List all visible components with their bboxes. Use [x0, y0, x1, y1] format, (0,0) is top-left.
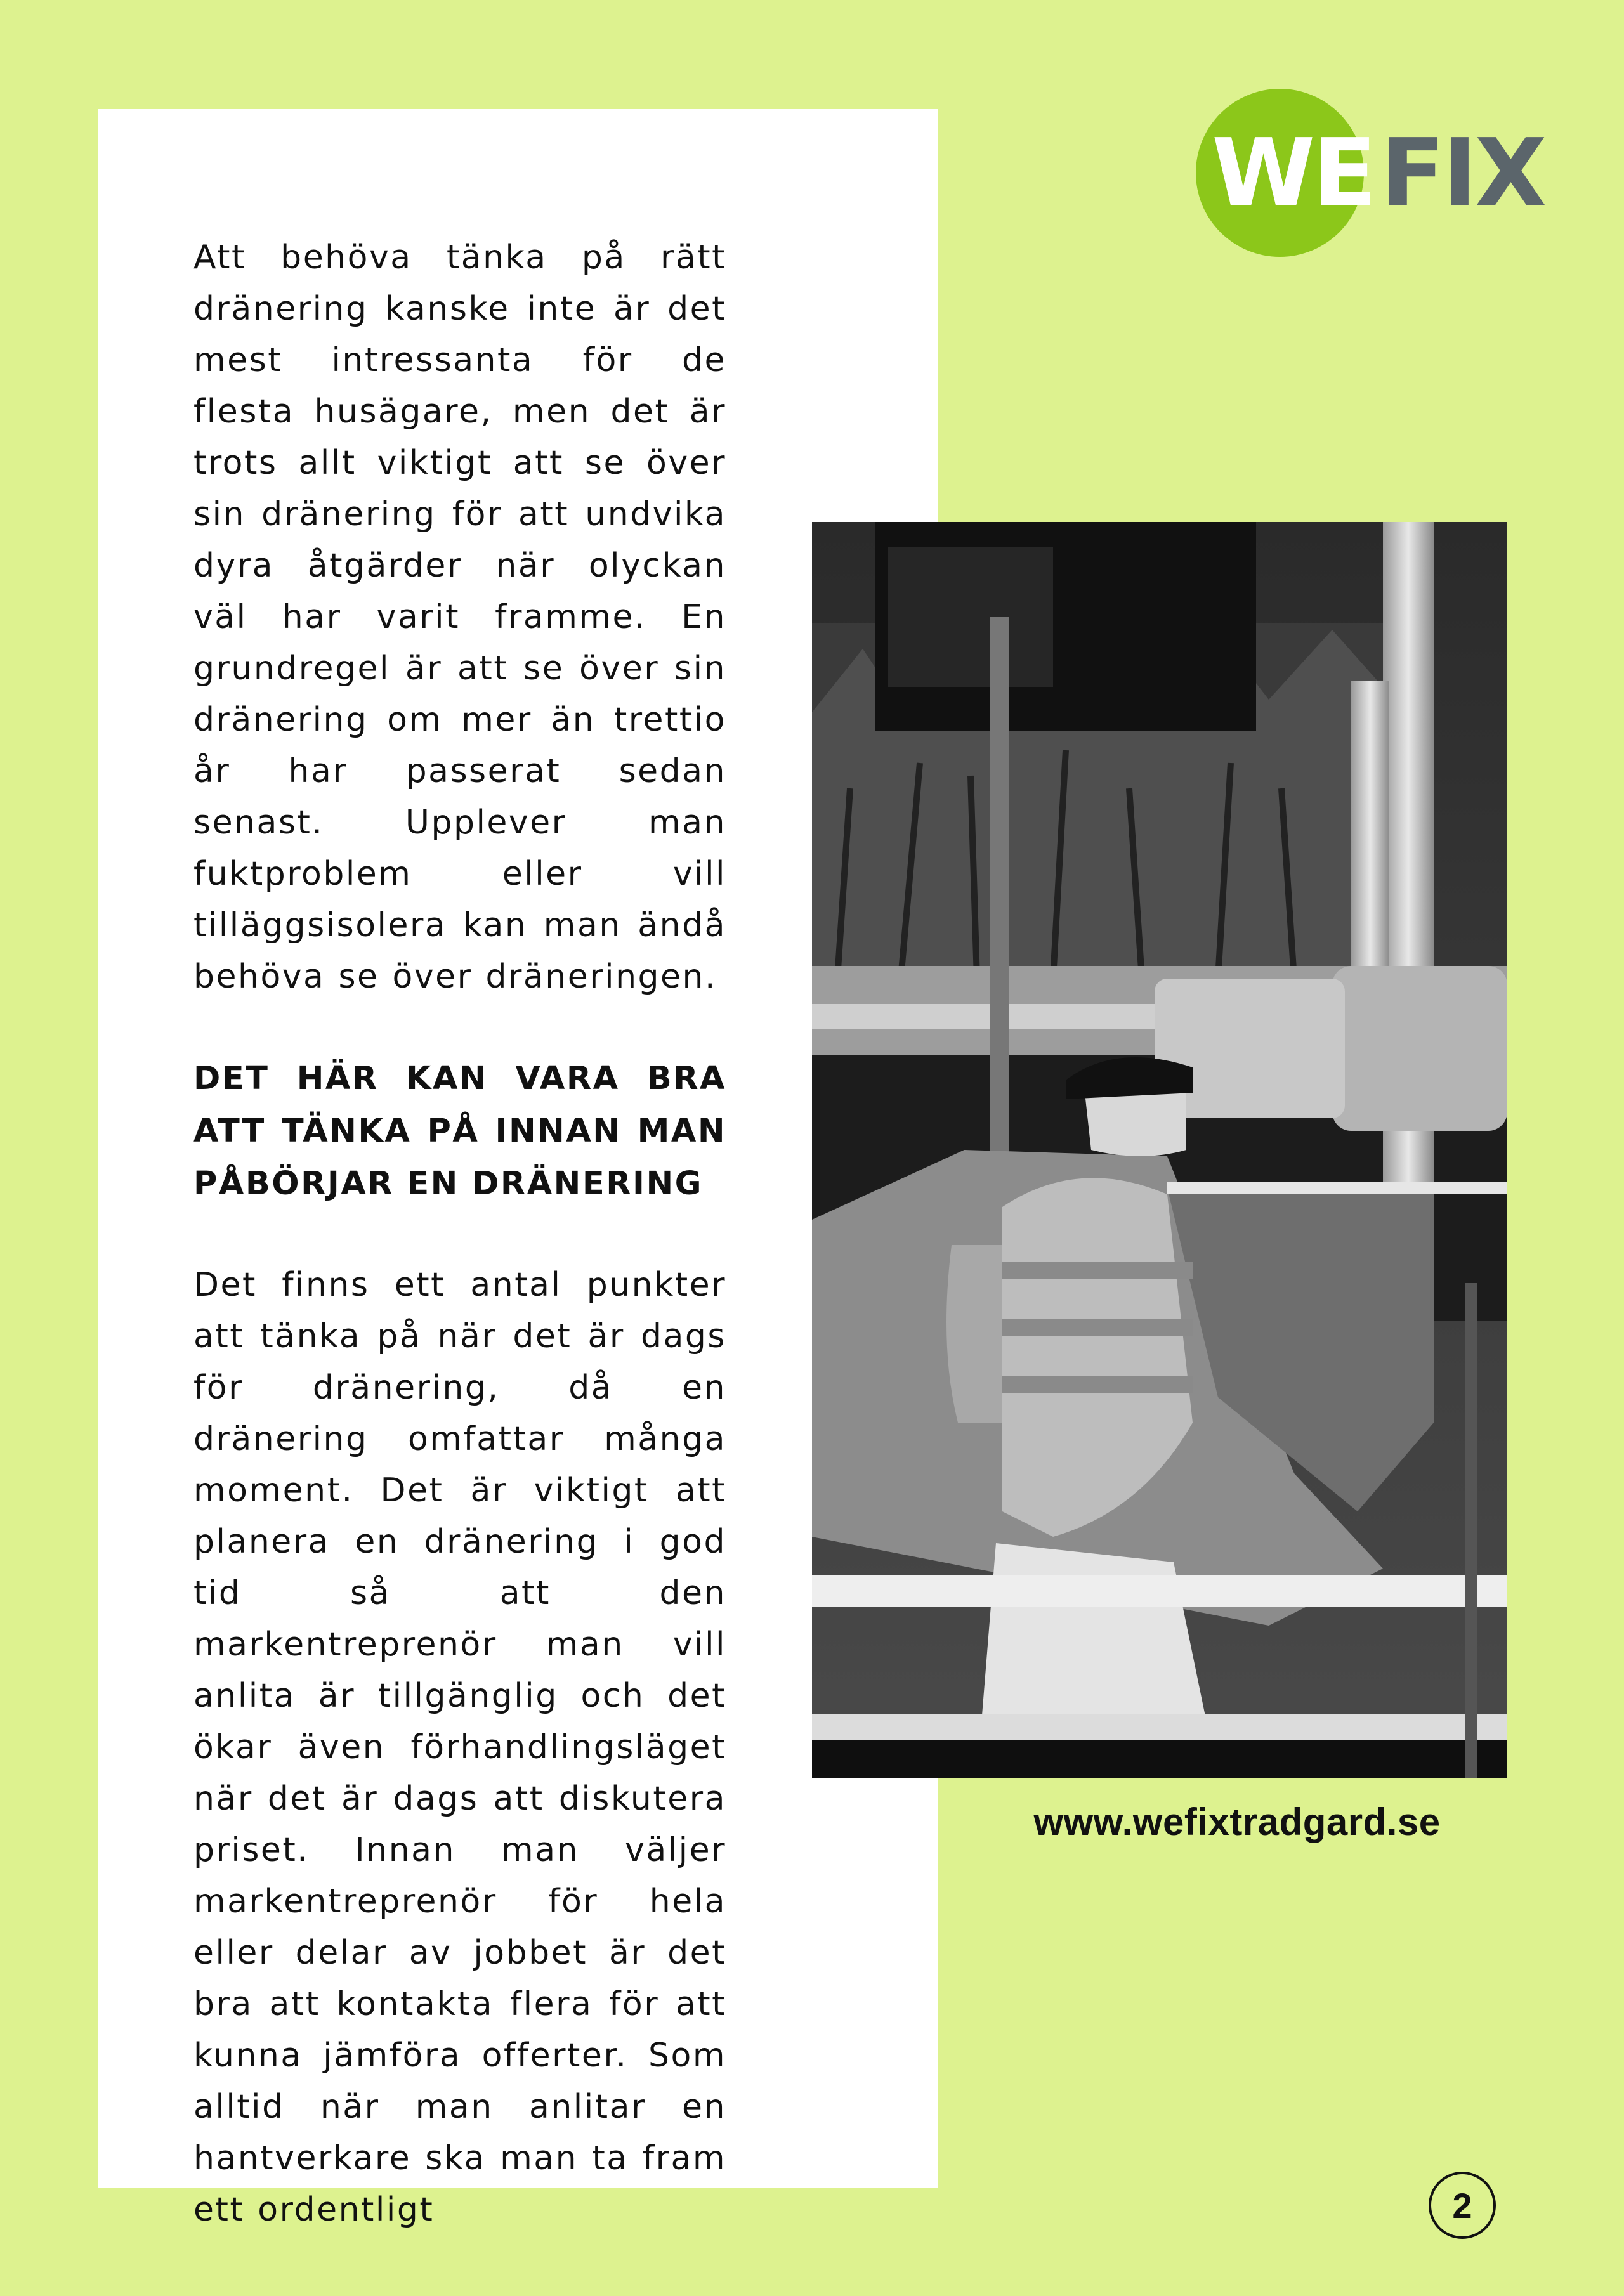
intro-paragraph: Att behöva tänka på rätt dränering kanske inte är det mest intressanta för de flesta husägare, men det är trots allt viktigt att se över sin dränering för att undvika dyra åtgärder när olyckan väl har varit framme. En grundregel är att se över sin dränering om mer än trettio år har passerat sedan senast. Upplever man fuktproblem eller vill tilläggsisolera kan man ändå behöva se över dräneringen. [193, 238, 726, 996]
logo-we-text: WE [1212, 119, 1375, 228]
logo-fix-text: FIX [1380, 119, 1545, 228]
page-number: 2 [1452, 2185, 1472, 2226]
website-url: www.wefixtradgard.se [1033, 1801, 1441, 1843]
section-heading: DET HÄR KAN VARA BRA ATT TÄNKA PÅ INNAN MAN PÅBÖRJAR EN DRÄNERING [193, 1060, 726, 1203]
article-body [193, 232, 726, 2236]
logo-wordmark [1212, 119, 1545, 227]
body-paragraph: Det finns ett antal punkter att tänka på när det är dags för dränering, då en dränering omfattar många moment. Det är viktigt att planera en dränering i god tid så att den markentreprenör man vill anlita är tillgänglig och det ökar även förhandlingsläget när det är dags att diskutera priset. Innan man väljer markentreprenör för hela eller delar av jobbet är det bra att kontakta flera för att kunna jämföra offerter. Som alltid när man anlitar en hantverkare ska man ta fram ett ordentligt [193, 1266, 726, 2229]
wefix-logo [1196, 89, 1551, 260]
page-number-badge [1429, 2172, 1496, 2239]
worker-excavator-photo [812, 522, 1507, 1778]
